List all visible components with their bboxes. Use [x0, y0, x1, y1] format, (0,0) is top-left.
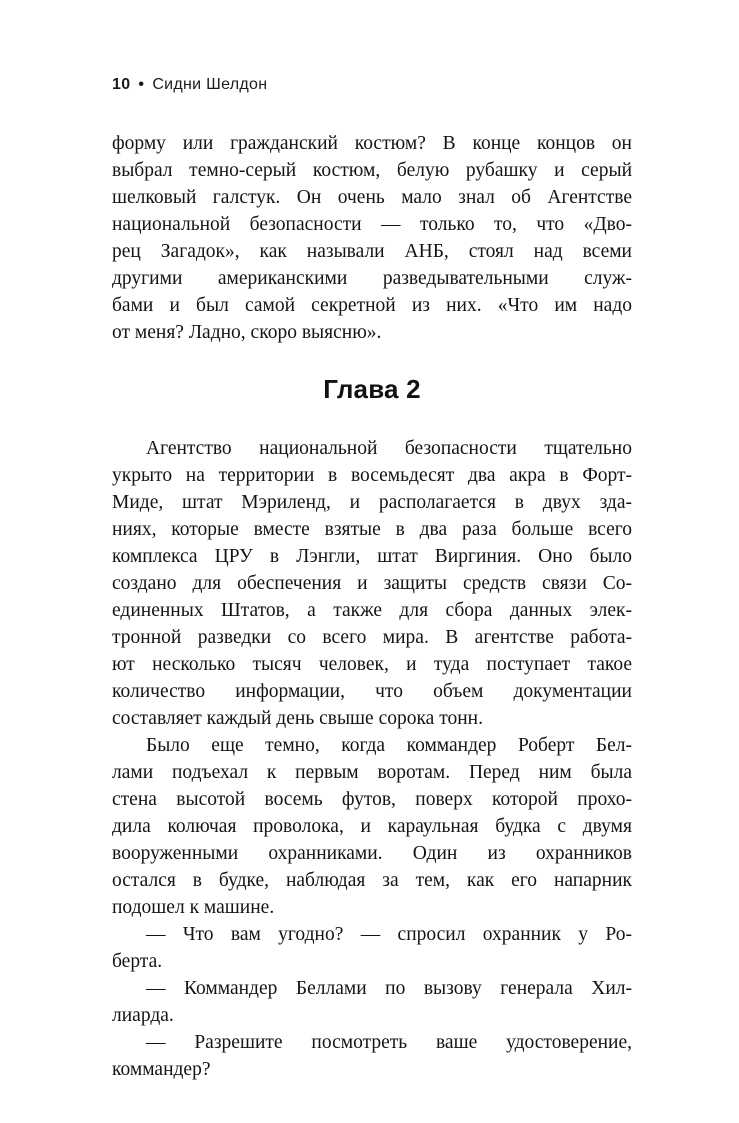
text-line: ниях, которые вместе взятые в два раза больше всего	[112, 519, 632, 540]
paragraph	[112, 975, 632, 1029]
text-line: лами подъехал к первым воротам. Перед ним была	[112, 762, 632, 783]
text-line: вооруженными охранниками. Один из охранников	[112, 843, 632, 864]
paragraph	[112, 435, 632, 732]
text-line: коммандер?	[112, 1059, 211, 1080]
text-line: укрыто на территории в восемьдесят два акра в Форт-	[112, 465, 632, 486]
paragraph	[112, 732, 632, 921]
text-line: — Что вам угодно? — спросил охранник у Ро-	[146, 924, 632, 945]
text-line: от меня? Ладно, скоро выясню».	[112, 322, 382, 343]
text-line: Миде, штат Мэриленд, и располагается в двух зда-	[112, 492, 632, 513]
paragraph	[112, 130, 632, 346]
header-separator-dot: •	[138, 76, 145, 93]
text-line: подошел к машине.	[112, 897, 275, 918]
text-line: количество информации, что объем документации	[112, 681, 632, 702]
text-line: остался в будке, наблюдая за тем, как его напарник	[112, 870, 632, 891]
page-number: 10	[112, 76, 131, 93]
text-line: другими американскими разведывательными служ-	[112, 268, 632, 289]
text-line: дила колючая проволока, и караульная будка с двумя	[112, 816, 632, 837]
text-line: лиарда.	[112, 1005, 174, 1026]
text-line: национальной безопасности — только то, что «Дво-	[112, 214, 632, 235]
text-line: Агентство национальной безопасности тщательно	[146, 438, 632, 459]
text-line: шелковый галстук. Он очень мало знал об Агентстве	[112, 187, 632, 208]
text-line: выбрал темно-серый костюм, белую рубашку и серый	[112, 160, 632, 181]
page-header	[112, 76, 739, 94]
text-line: Было еще темно, когда коммандер Роберт Бел-	[146, 735, 632, 756]
text-line: берта.	[112, 951, 163, 972]
text-line: бами и был самой секретной из них. «Что им надо	[112, 295, 632, 316]
paragraph	[112, 921, 632, 975]
page-body	[112, 130, 632, 1083]
text-line: комплекса ЦРУ в Лэнгли, штат Виргиния. Оно было	[112, 546, 632, 567]
text-line: рец Загадок», как называли АНБ, стоял над всеми	[112, 241, 632, 262]
text-line: составляет каждый день свыше сорока тонн.	[112, 708, 483, 729]
chapter-heading: Глава 2	[323, 374, 421, 404]
text-line: форму или гражданский костюм? В конце концов он	[112, 133, 632, 154]
text-line: — Разрешите посмотреть ваше удостоверение,	[146, 1032, 632, 1053]
text-line: ют несколько тысяч человек, и туда поступает такое	[112, 654, 632, 675]
text-line: создано для обеспечения и защиты средств связи Со-	[112, 573, 632, 594]
text-line: стена высотой восемь футов, поверх которой прохо-	[112, 789, 632, 810]
paragraph	[112, 1029, 632, 1083]
text-line: — Коммандер Беллами по вызову генерала Хил-	[146, 978, 632, 999]
running-title: Сидни Шелдон	[152, 76, 268, 93]
text-line: единенных Штатов, а также для сбора данных элек-	[112, 600, 632, 621]
text-line: тронной разведки со всего мира. В агентстве работа-	[112, 627, 632, 648]
